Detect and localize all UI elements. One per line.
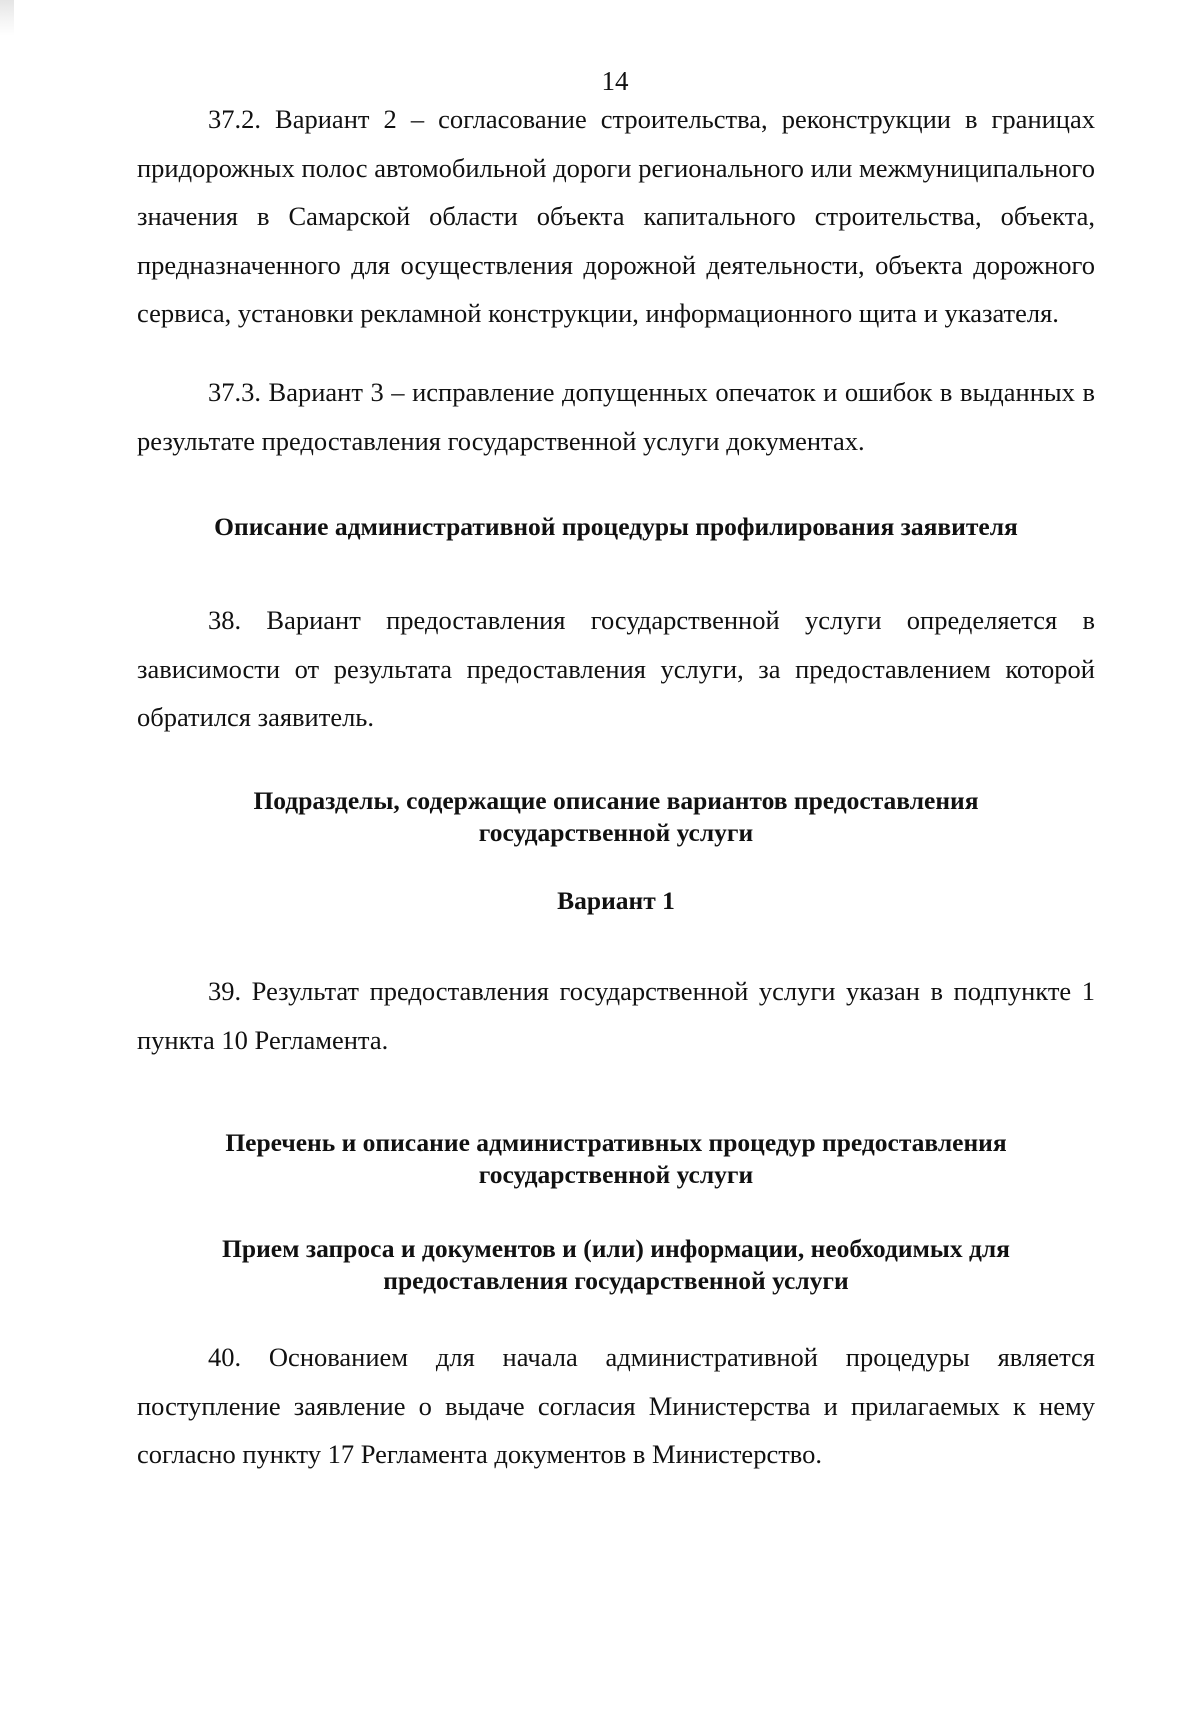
paragraph-37-2: 37.2. Вариант 2 – согласование строительства, реконструкции в границах придорожных полос автомобильной дороги регионального или межмуниципального значения в Самарской области объекта капитального строительства, объекта, предназначенного для осуществления дорожной деятельности, объекта дорожного сервиса, установки рекламной конструкции, информационного щита и указателя. (137, 104, 1095, 328)
paragraph-40: 40. Основанием для начала административной процедуры является поступление заявление о выдаче согласия Министерства и прилагаемых к нему согласно пункту 17 Регламента документов в Министерство. (137, 1342, 1095, 1469)
paragraph-39: 39. Результат предоставления государственной услуги указан в подпункте 1 пункта 10 Регламента. (137, 976, 1095, 1055)
heading-profiling: Описание административной процедуры профилирования заявителя (214, 512, 1018, 541)
heading-procedures (137, 1127, 1095, 1191)
paragraph-38: 38. Вариант предоставления государственной услуги определяется в зависимости от результата предоставления услуги, за предоставлением которой обратился заявитель. (137, 605, 1095, 732)
heading-reception (137, 1233, 1095, 1297)
heading-subsections-line-2: государственной услуги (478, 818, 754, 847)
paragraph-37-3: 37.3. Вариант 3 – исправление допущенных опечаток и ошибок в выданных в результате предоставления государственной услуги документах. (137, 377, 1095, 456)
heading-variant-1: Вариант 1 (557, 886, 675, 915)
page-number: 14 (601, 66, 629, 96)
scan-artifact (0, 0, 14, 36)
heading-procedures-line-1: Перечень и описание административных процедур предоставления (225, 1128, 1007, 1157)
heading-procedures-line-2: государственной услуги (478, 1160, 754, 1189)
heading-subsections-line-1: Подразделы, содержащие описание вариантов предоставления (253, 786, 979, 815)
heading-subsections (137, 785, 1095, 849)
heading-reception-line-2: предоставления государственной услуги (383, 1266, 849, 1295)
heading-reception-line-1: Прием запроса и документов и (или) информации, необходимых для (222, 1234, 1010, 1263)
